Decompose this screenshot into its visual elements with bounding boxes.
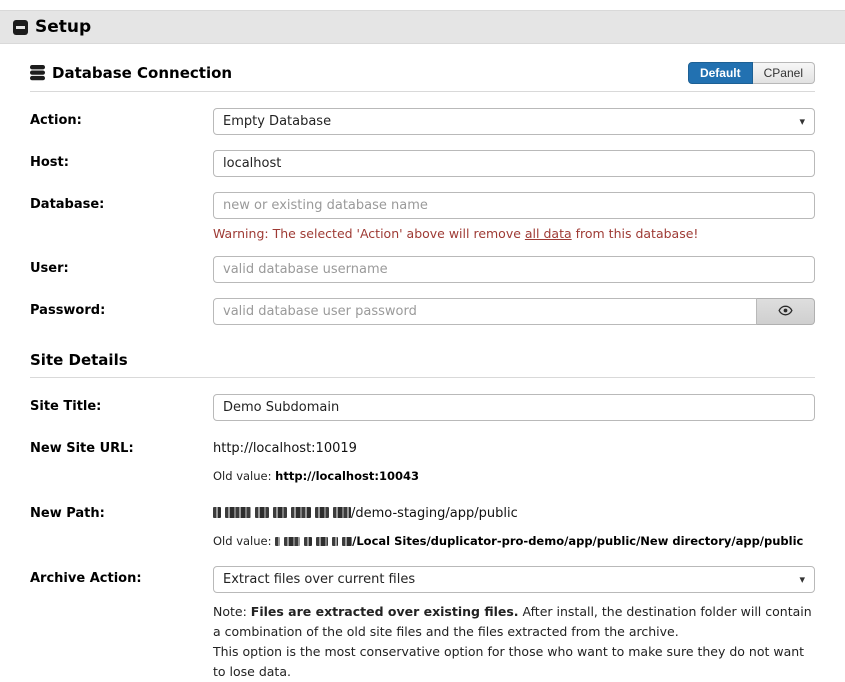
note-emphasis: Files are extracted over existing files. <box>250 604 519 619</box>
old-path: Old value: /Local Sites/duplicator-pro-demo/app/public/New directory/app/public <box>213 534 804 548</box>
setup-form <box>0 44 845 682</box>
action-select[interactable] <box>213 108 815 135</box>
host-row <box>30 150 815 177</box>
new-path-value: /demo-staging/app/public <box>213 501 815 521</box>
mode-cpanel-button[interactable]: CPanel <box>753 62 815 84</box>
database-input[interactable] <box>213 192 815 219</box>
old-site-url: Old value: http://localhost:10043 <box>213 469 419 483</box>
new-site-url-value: http://localhost:10019 <box>213 441 357 456</box>
password-visibility-button[interactable] <box>757 298 815 325</box>
old-path-value: /Local Sites/duplicator-pro-demo/app/public/New directory/app/public <box>352 534 804 548</box>
redacted-old-path-segment <box>275 537 352 546</box>
caret-down-icon: ▾ <box>799 573 805 586</box>
page-title: Setup <box>35 17 92 37</box>
user-input[interactable] <box>213 256 815 283</box>
action-label: Action: <box>30 113 82 128</box>
section-divider <box>30 91 815 92</box>
password-row <box>30 298 815 325</box>
redacted-path-segment <box>213 507 351 518</box>
database-label: Database: <box>30 197 105 212</box>
user-label: User: <box>30 261 69 276</box>
action-select-value: Empty Database <box>223 114 332 129</box>
db-mode-toggle <box>688 62 815 84</box>
site-title-row <box>30 394 815 421</box>
user-row <box>30 256 815 283</box>
caret-down-icon: ▾ <box>799 115 805 128</box>
database-connection-header <box>30 62 815 84</box>
archive-action-select-value: Extract files over current files <box>223 572 416 587</box>
section-title-text: Database Connection <box>52 64 233 82</box>
site-title-input[interactable] <box>213 394 815 421</box>
archive-action-select[interactable] <box>213 566 815 593</box>
old-site-url-value: http://localhost:10043 <box>275 469 419 483</box>
archive-action-row <box>30 566 815 682</box>
new-path-label: New Path: <box>30 506 105 521</box>
mode-default-button[interactable]: Default <box>688 62 753 84</box>
setup-header-bar <box>0 10 845 44</box>
archive-action-label: Archive Action: <box>30 571 142 586</box>
new-path-row <box>30 501 815 548</box>
section-divider <box>30 377 815 378</box>
password-input[interactable] <box>213 298 757 325</box>
eye-icon <box>778 303 793 321</box>
archive-action-note: Note: Files are extracted over existing files. After install, the destination folder will contain a combination of the old site files and the files extracted from the archive. This option is the most conservative option for those who want to make sure they do not want to lose data. <box>213 604 812 679</box>
site-details-title: Site Details <box>30 351 128 369</box>
database-icon <box>30 65 45 81</box>
new-site-url-label: New Site URL: <box>30 441 134 456</box>
database-connection-title <box>30 64 232 82</box>
collapse-icon[interactable] <box>13 20 28 35</box>
action-row <box>30 108 815 135</box>
host-input[interactable] <box>213 150 815 177</box>
new-site-url-row <box>30 436 815 483</box>
host-label: Host: <box>30 155 69 170</box>
password-label: Password: <box>30 303 106 318</box>
site-title-label: Site Title: <box>30 399 102 414</box>
database-warning: Warning: The selected 'Action' above will remove all data from this database! <box>213 226 699 241</box>
warning-emphasis: all data <box>524 226 572 241</box>
database-row <box>30 192 815 241</box>
